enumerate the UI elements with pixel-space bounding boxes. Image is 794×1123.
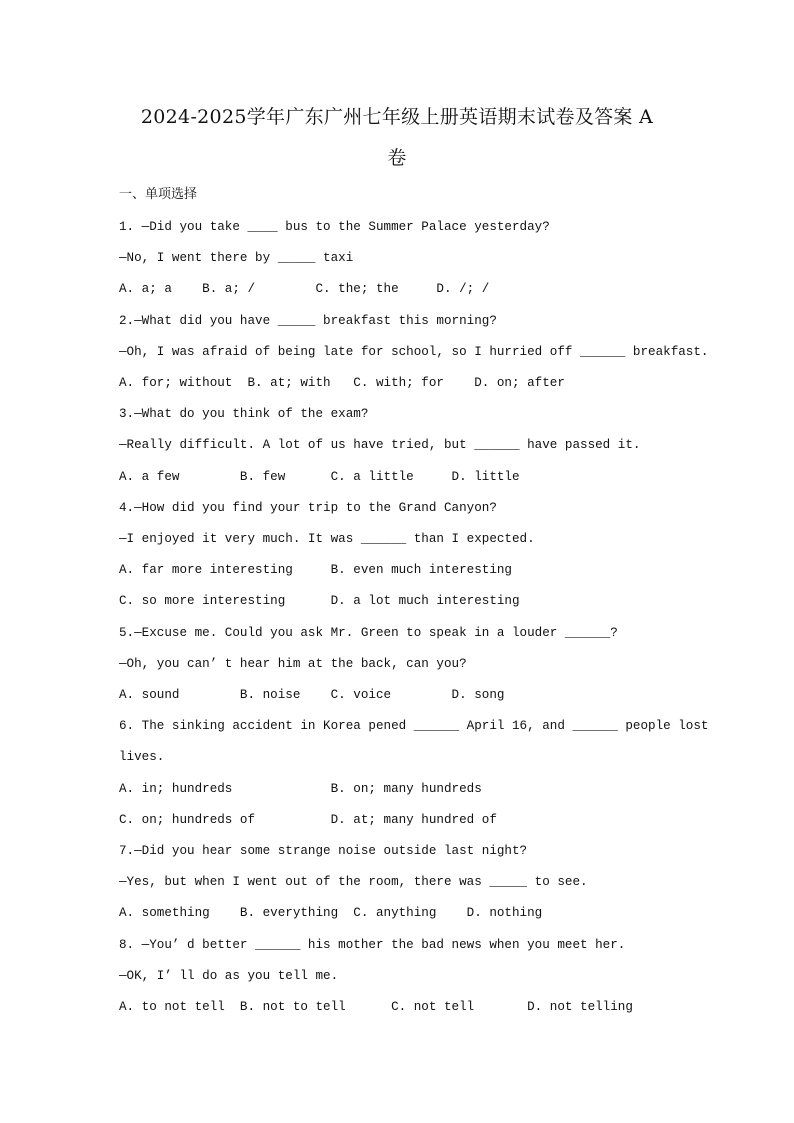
question-4-options-ab: A. far more interesting B. even much interesting	[119, 563, 512, 577]
question-7-stem: 7.—Did you hear some strange noise outside last night?	[119, 844, 528, 858]
question-2-response: —Oh, I was afraid of being late for school, so I hurried off ______ breakfast.	[119, 345, 709, 359]
question-8-options: A. to not tell B. not to tell C. not tell D. not telling	[119, 1000, 633, 1014]
question-6-options-cd: C. on; hundreds of D. at; many hundred of	[119, 813, 497, 827]
section-title: 一、单项选择	[119, 187, 198, 202]
question-4-options-cd: C. so more interesting D. a lot much interesting	[119, 594, 520, 608]
question-3-options: A. a few B. few C. a little D. little	[119, 470, 520, 484]
question-5-stem: 5.—Excuse me. Could you ask Mr. Green to speak in a louder ______?	[119, 626, 618, 640]
question-1-response: —No, I went there by _____ taxi	[119, 251, 354, 265]
question-4-stem: 4.—How did you find your trip to the Grand Canyon?	[119, 501, 497, 515]
question-7-response: —Yes, but when I went out of the room, there was _____ to see.	[119, 875, 588, 889]
question-4-response: —I enjoyed it very much. It was ______ than I expected.	[119, 532, 535, 546]
question-6-stem-continued: lives.	[119, 750, 165, 764]
question-5-options: A. sound B. noise C. voice D. song	[119, 688, 505, 702]
document-title-continued: 卷	[387, 147, 407, 169]
question-2-stem: 2.—What did you have _____ breakfast this morning?	[119, 314, 497, 328]
document-title: 2024-2025学年广东广州七年级上册英语期末试卷及答案 A	[140, 106, 654, 128]
question-6-options-ab: A. in; hundreds B. on; many hundreds	[119, 782, 482, 796]
question-6-stem: 6. The sinking accident in Korea pened ______ April 16, and ______ people lost	[119, 719, 709, 733]
question-8-response: —OK, I’ ll do as you tell me.	[119, 969, 339, 983]
question-7-options: A. something B. everything C. anything D. nothing	[119, 906, 543, 920]
question-1-options: A. a; a B. a; / C. the; the D. /; /	[119, 282, 490, 296]
question-2-options: A. for; without B. at; with C. with; for D. on; after	[119, 376, 565, 390]
question-1-stem: 1. —Did you take ____ bus to the Summer Palace yesterday?	[119, 220, 550, 234]
question-3-response: —Really difficult. A lot of us have tried, but ______ have passed it.	[119, 438, 641, 452]
question-5-response: —Oh, you can’ t hear him at the back, can you?	[119, 657, 467, 671]
question-8-stem: 8. —You’ d better ______ his mother the bad news when you meet her.	[119, 938, 626, 952]
question-3-stem: 3.—What do you think of the exam?	[119, 407, 369, 421]
